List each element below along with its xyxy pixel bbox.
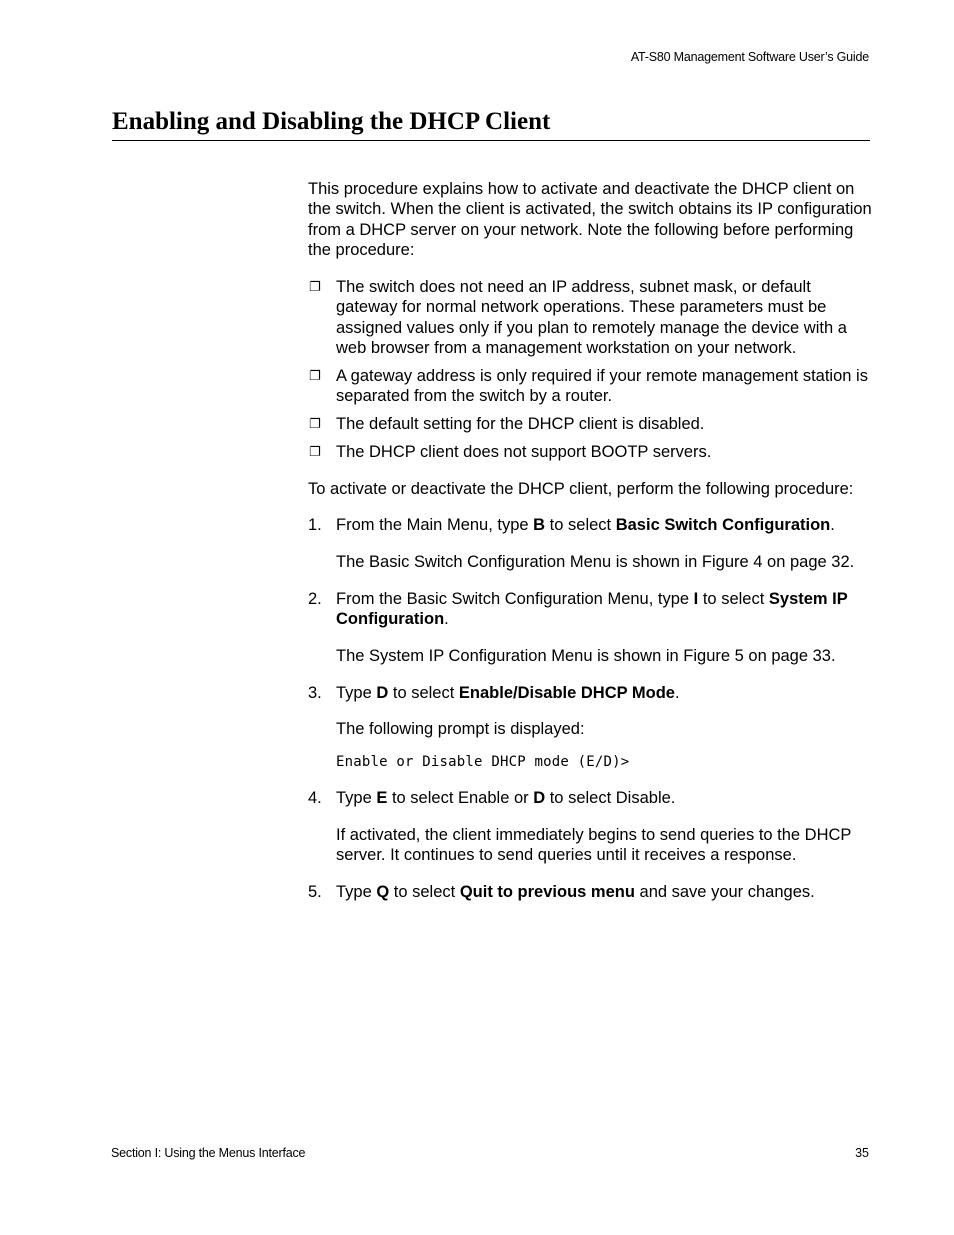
list-item bbox=[308, 277, 873, 358]
running-header: AT-S80 Management Software User’s Guide bbox=[630, 50, 869, 64]
step-note: The System IP Configuration Menu is shown in Figure 5 on page 33. bbox=[336, 646, 836, 665]
checkbox-bullet-icon: ❐ bbox=[309, 280, 321, 296]
note-text: The DHCP client does not support BOOTP servers. bbox=[336, 442, 712, 461]
note-text: The default setting for the DHCP client is disabled. bbox=[336, 414, 705, 433]
step-note: If activated, the client immediately begins to send queries to the DHCP server. It continues to send queries until it receives a response. bbox=[336, 825, 852, 865]
step-1 bbox=[308, 515, 873, 572]
intro-paragraph: This procedure explains how to activate and deactivate the DHCP client on the switch. When the client is activated, the switch obtains its IP configuration from a DHCP server on your network. Note the following before performing the procedure: bbox=[308, 180, 872, 259]
step-number: 1. bbox=[308, 516, 322, 535]
step-number: 4. bbox=[308, 789, 322, 808]
step-3 bbox=[308, 683, 873, 772]
step-number: 2. bbox=[308, 589, 322, 608]
step-number: 5. bbox=[308, 883, 322, 902]
note-text: A gateway address is only required if your remote management station is separated from the switch by a router. bbox=[336, 366, 868, 406]
step-number: 3. bbox=[308, 683, 322, 702]
step-instruction: From the Basic Switch Configuration Menu, type I to select System IP Configuration. bbox=[336, 589, 848, 629]
step-5 bbox=[308, 882, 873, 902]
notes-list bbox=[308, 277, 873, 462]
footer-section: Section I: Using the Menus Interface bbox=[111, 1146, 306, 1160]
checkbox-bullet-icon: ❐ bbox=[309, 416, 321, 432]
step-note: The following prompt is displayed: bbox=[336, 720, 585, 739]
step-instruction: Type D to select Enable/Disable DHCP Mode. bbox=[336, 683, 680, 702]
step-instruction: Type Q to select Quit to previous menu and save your changes. bbox=[336, 883, 815, 902]
step-instruction: Type E to select Enable or D to select Disable. bbox=[336, 789, 676, 808]
body-content bbox=[308, 179, 873, 903]
step-instruction: From the Main Menu, type B to select Basic Switch Configuration. bbox=[336, 516, 835, 535]
procedure-steps bbox=[308, 515, 873, 902]
checkbox-bullet-icon: ❐ bbox=[309, 444, 321, 460]
procedure-lead: To activate or deactivate the DHCP client, perform the following procedure: bbox=[308, 480, 854, 499]
section-title: Enabling and Disabling the DHCP Client bbox=[112, 106, 870, 141]
list-item bbox=[308, 442, 873, 462]
list-item bbox=[308, 366, 873, 407]
step-4 bbox=[308, 788, 873, 865]
page-number: 35 bbox=[855, 1146, 869, 1160]
step-note: The Basic Switch Configuration Menu is shown in Figure 4 on page 32. bbox=[336, 552, 855, 571]
note-text: The switch does not need an IP address, subnet mask, or default gateway for normal network operations. These parameters must be assigned values only if you plan to remotely manage the device with a web browser from a management workstation on your network. bbox=[336, 278, 847, 358]
list-item bbox=[308, 414, 873, 434]
checkbox-bullet-icon: ❐ bbox=[309, 368, 321, 384]
console-prompt: Enable or Disable DHCP mode (E/D)> bbox=[336, 754, 630, 771]
step-2 bbox=[308, 589, 873, 666]
